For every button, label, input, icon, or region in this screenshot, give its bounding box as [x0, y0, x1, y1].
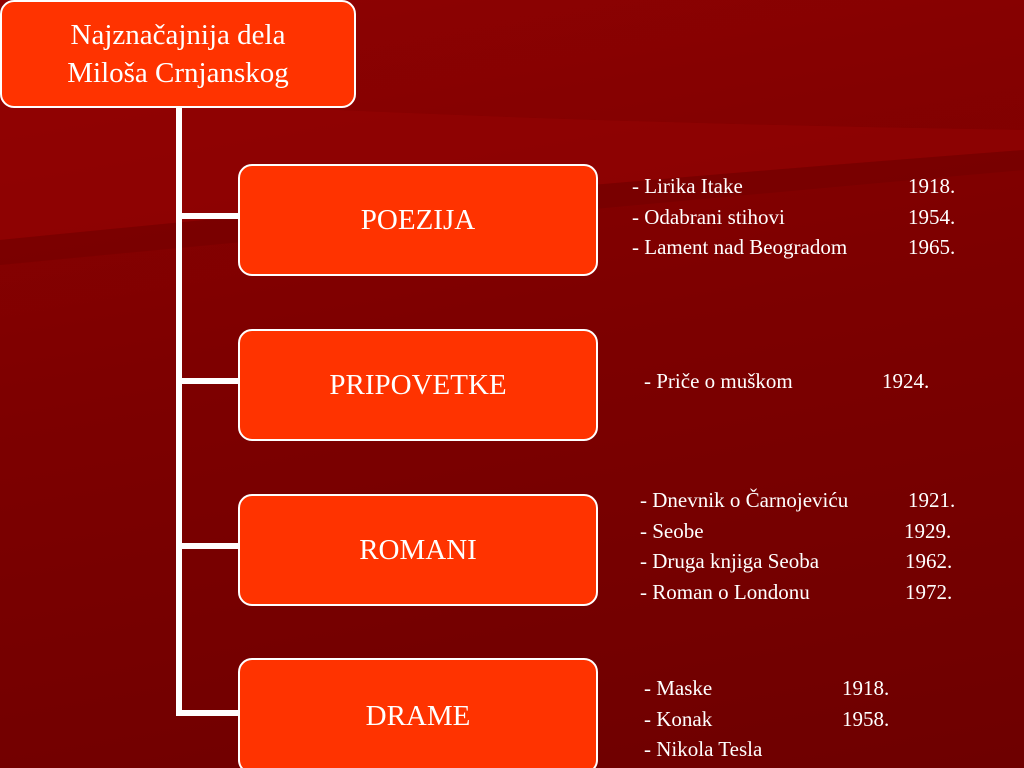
work-year: 1924. — [882, 369, 930, 393]
tree-connector-drame — [176, 710, 240, 716]
tree-connector-romani — [176, 543, 240, 549]
works-list-poezija — [632, 171, 955, 263]
work-year: 1929. — [904, 518, 952, 543]
work-year: 1918. — [908, 174, 956, 198]
category-box-pripovetke — [238, 329, 598, 441]
work-title: - Druga knjiga Seoba — [640, 549, 820, 573]
work-item — [632, 171, 955, 202]
root-title-line1: Najznačajnija dela — [70, 19, 286, 51]
work-year: 1965. — [908, 235, 956, 259]
root-title-box — [0, 0, 356, 108]
category-box-drame — [238, 658, 598, 768]
work-year: 1972. — [905, 579, 953, 604]
category-label-pripovetke: PRIPOVETKE — [329, 368, 507, 401]
work-item — [644, 704, 889, 735]
work-title: - Odabrani stihovi — [632, 204, 785, 229]
works-list-romani — [640, 485, 955, 607]
work-year: 1918. — [842, 676, 890, 700]
work-title: - Lament nad Beogradom — [632, 235, 848, 259]
work-title: - Lirika Itake — [632, 174, 743, 198]
work-item — [644, 734, 889, 765]
work-year: 1921. — [908, 488, 956, 512]
work-item — [644, 366, 929, 397]
work-item — [632, 232, 955, 263]
root-title-line2: Miloša Crnjanskog — [67, 57, 289, 89]
work-item — [640, 577, 955, 608]
tree-connector-poezija — [176, 213, 240, 219]
work-title: - Roman o Londonu — [640, 579, 810, 604]
work-title: - Konak — [644, 706, 713, 731]
tree-connector-vertical — [176, 108, 182, 716]
works-list-drame — [644, 673, 889, 765]
work-item — [644, 673, 889, 704]
work-year: 1954. — [908, 204, 956, 229]
work-title: - Maske — [644, 676, 713, 700]
category-label-romani: ROMANI — [359, 533, 477, 566]
work-title: - Priče o muškom — [644, 369, 793, 393]
work-item — [640, 485, 955, 516]
category-label-drame: DRAME — [365, 699, 471, 732]
category-label-poezija: POEZIJA — [360, 203, 476, 236]
work-item — [632, 202, 955, 233]
work-item — [640, 516, 955, 547]
work-year: 1962. — [905, 549, 953, 573]
work-title: - Dnevnik o Čarnojeviću — [640, 488, 849, 512]
work-title: - Nikola Tesla — [644, 737, 763, 761]
work-item — [640, 546, 955, 577]
work-year: 1958. — [842, 706, 890, 731]
works-list-pripovetke — [644, 366, 929, 397]
category-box-poezija — [238, 164, 598, 276]
work-title: - Seobe — [640, 518, 704, 543]
category-box-romani — [238, 494, 598, 606]
tree-connector-pripovetke — [176, 378, 240, 384]
